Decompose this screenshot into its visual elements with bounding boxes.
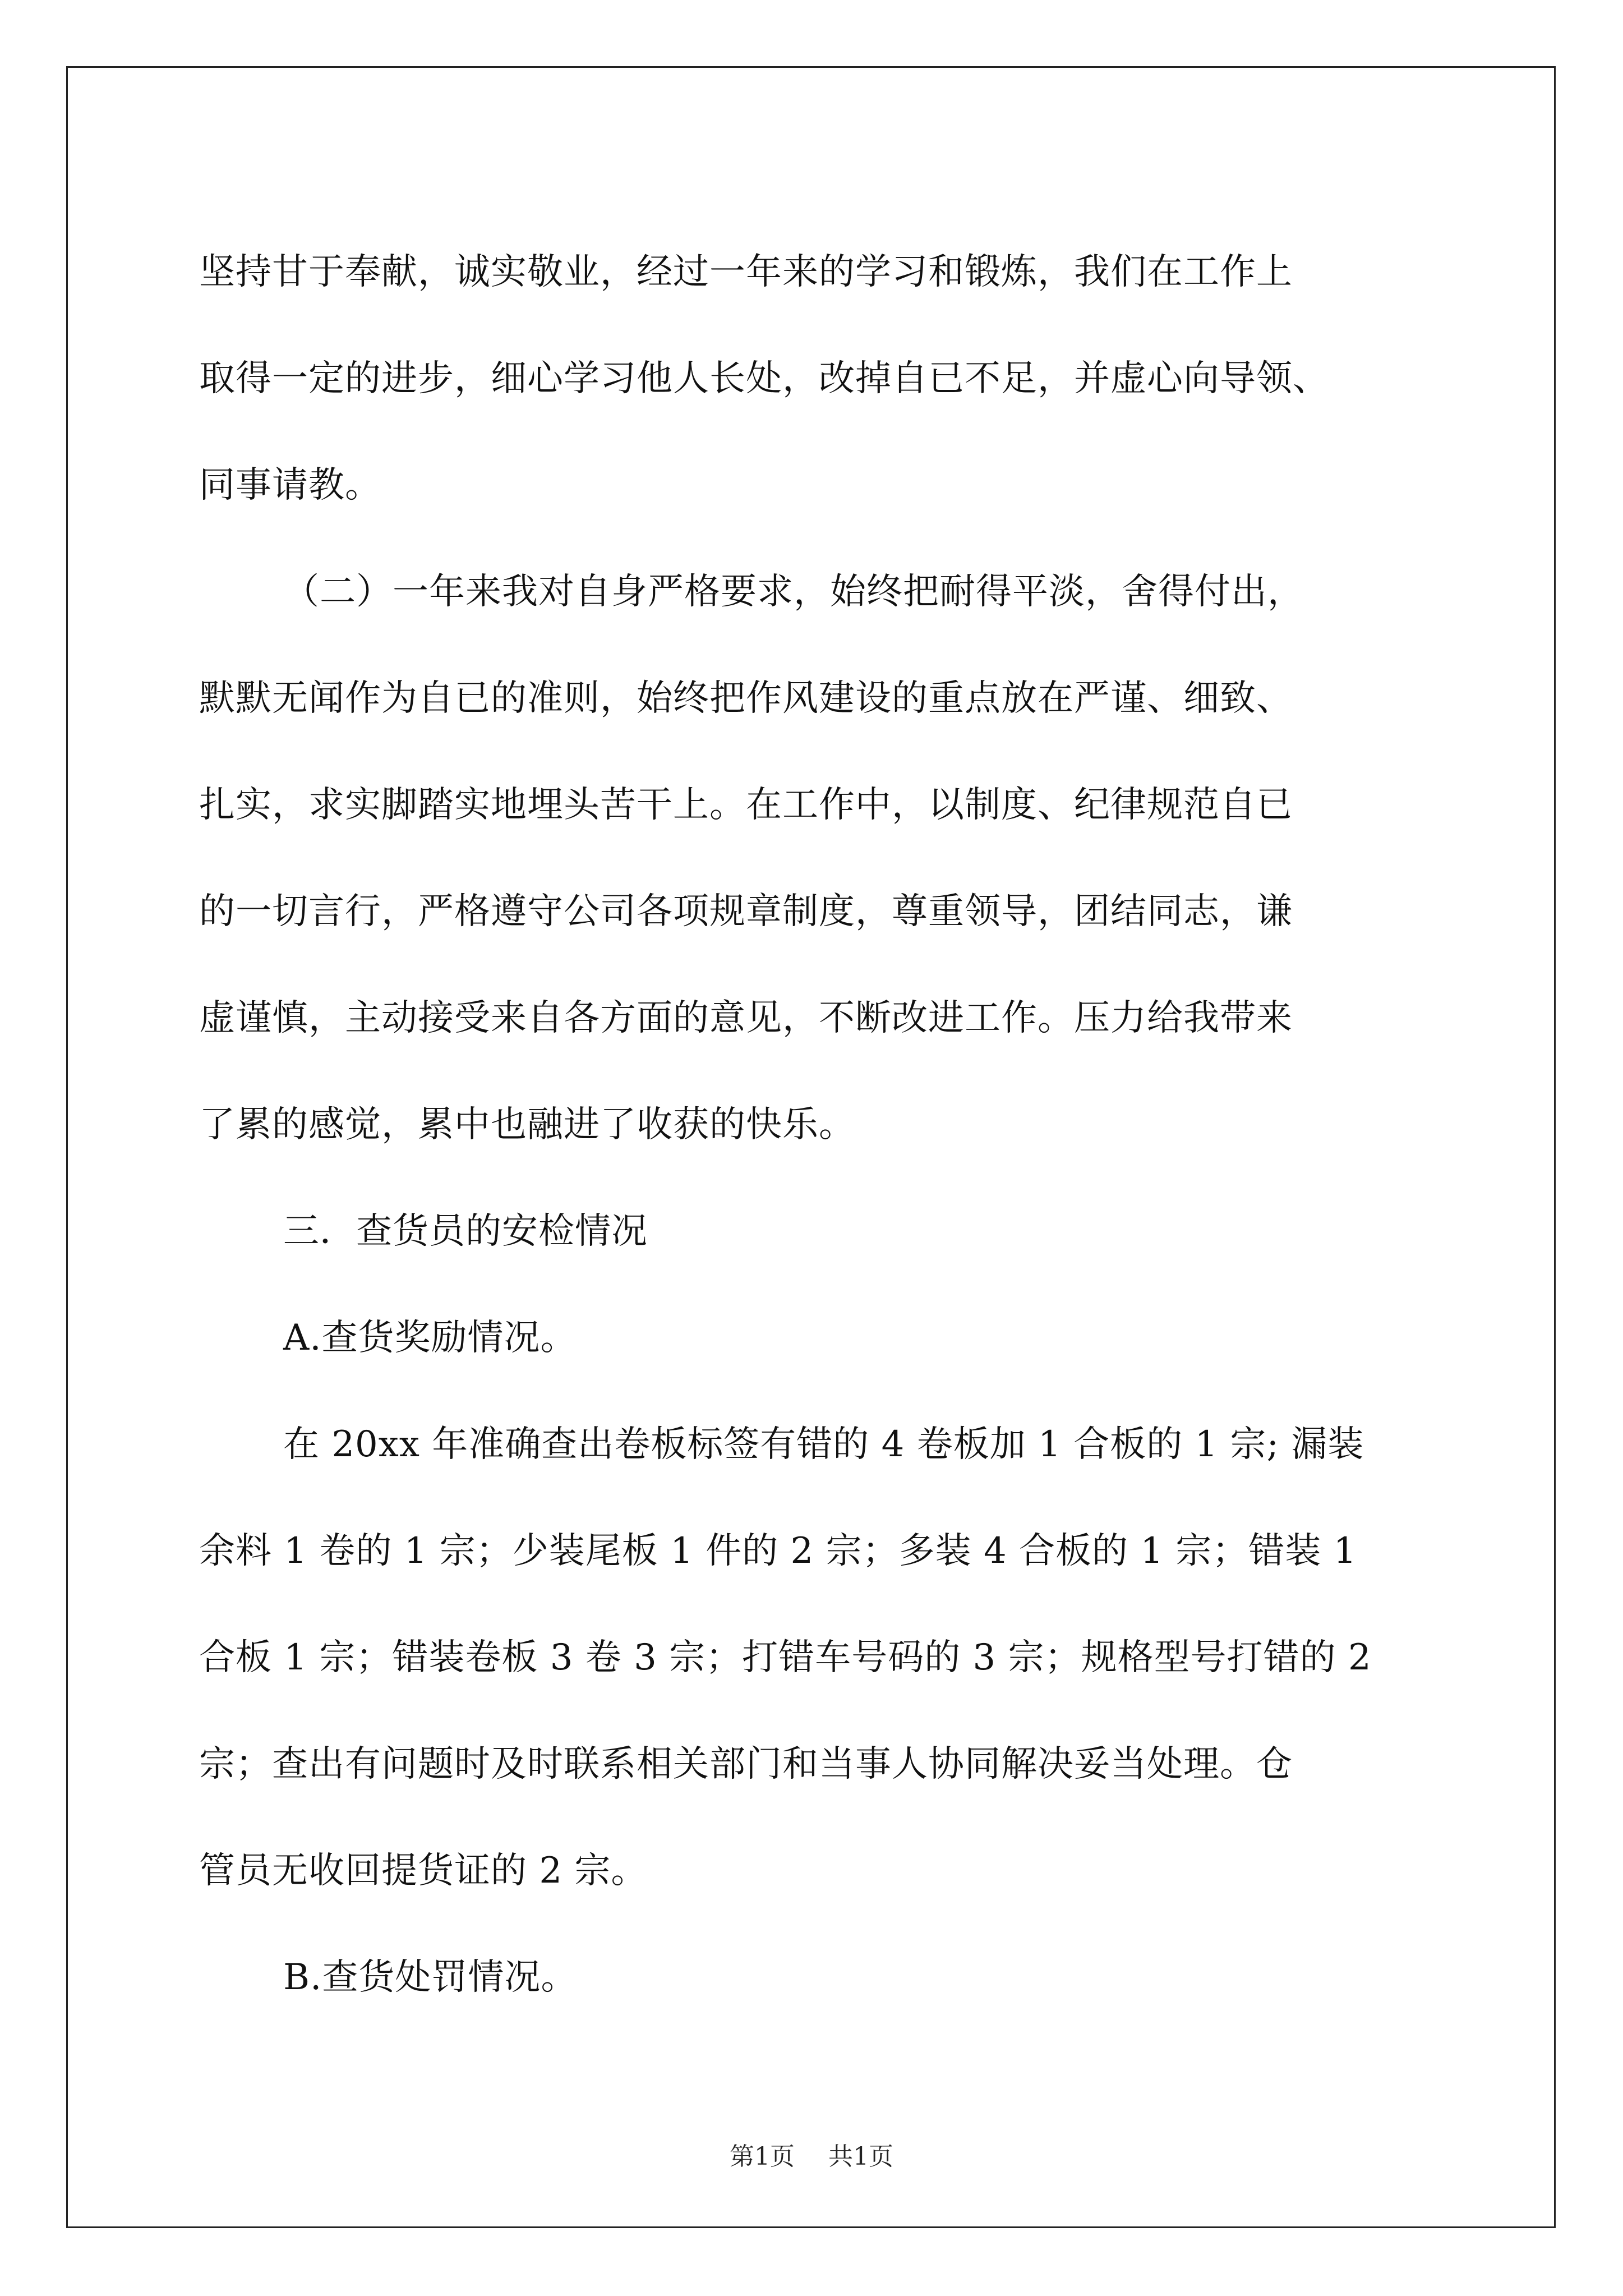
text-line: 在 20xx 年准确查出卷板标签有错的 4 卷板加 1 合板的 1 宗; 漏装 [283, 1424, 1364, 1465]
text-line: 宗；查出有问题时及时联系相关部门和当事人协同解决妥当处理。仓 [199, 1743, 1293, 1785]
heading-line: B.查货处罚情况。 [283, 1957, 578, 1998]
heading-line: A.查货奖励情况。 [283, 1317, 577, 1359]
paragraph-section-two [199, 539, 1433, 1178]
text-line: 虚谨慎，主动接受来自各方面的意见，不断改进工作。压力给我带来 [199, 997, 1293, 1039]
page-total: 共1页 [828, 2142, 893, 2171]
text-line: 合板 1 宗；错装卷板 3 卷 3 宗；打错车号码的 3 宗；规格型号打错的 2 [199, 1637, 1372, 1678]
heading-line: 三．查货员的安检情况 [283, 1211, 648, 1252]
document-body [199, 219, 1433, 2031]
text-line: 同事请教。 [199, 464, 381, 506]
text-line: （二）一年来我对自身严格要求，始终把耐得平淡，舍得付出， [283, 571, 1304, 613]
text-line: 余料 1 卷的 1 宗；少装尾板 1 件的 2 宗；多装 4 合板的 1 宗；错装 1 [199, 1530, 1357, 1572]
text-line: 取得一定的进步，细心学习他人长处，改掉自已不足，并虚心向导领、 [199, 358, 1329, 399]
subheading-b [199, 1924, 1433, 2031]
section-heading-three [199, 1178, 1433, 1285]
paragraph-continuation [199, 219, 1433, 539]
text-line: 扎实，求实脚踏实地埋头苦干上。在工作中，以制度、纪律规范自已 [199, 784, 1293, 826]
text-line: 默默无闻作为自已的准则，始终把作风建设的重点放在严谨、细致、 [199, 678, 1293, 719]
text-line: 管员无收回提货证的 2 宗。 [199, 1850, 648, 1892]
text-line: 的一切言行，严格遵守公司各项规章制度，尊重领导，团结同志，谦 [199, 891, 1293, 932]
page-footer [0, 2140, 1623, 2174]
paragraph-reward-details [199, 1391, 1433, 1924]
text-line: 坚持甘于奉献，诚实敬业，经过一年来的学习和锻炼，我们在工作上 [199, 251, 1293, 293]
subheading-a [199, 1285, 1433, 1391]
text-line: 了累的感觉，累中也融进了收获的快乐。 [199, 1104, 855, 1145]
page-number: 第1页 [730, 2142, 795, 2171]
